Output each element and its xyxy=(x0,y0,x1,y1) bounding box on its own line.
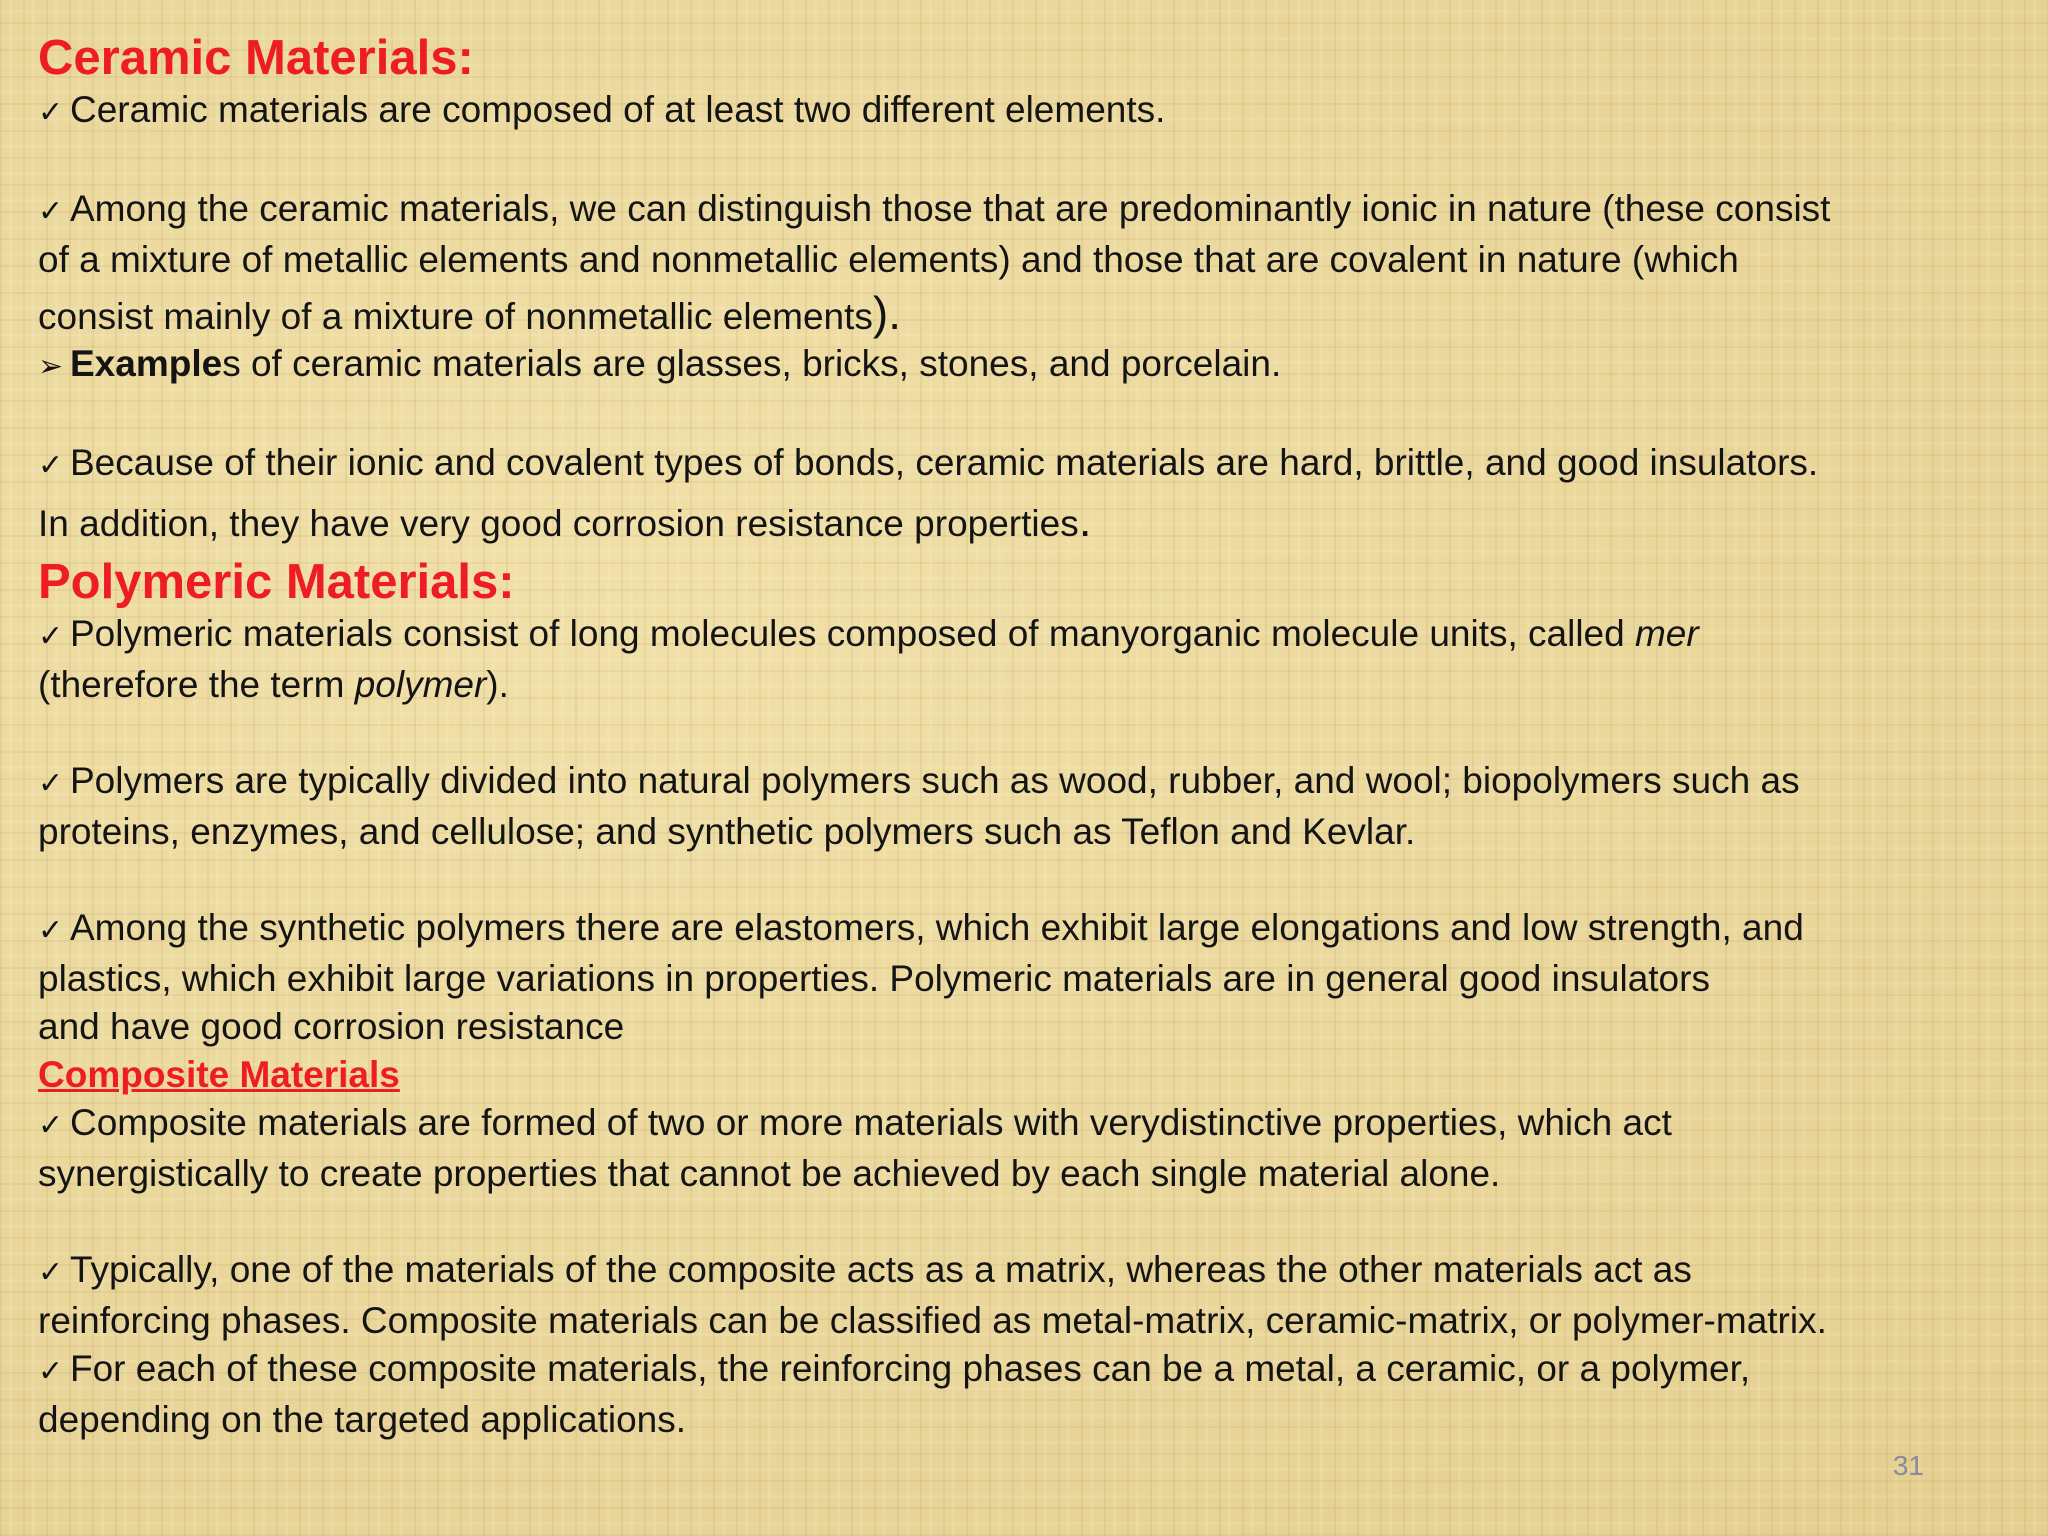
polymeric-point-3: ✓ Among the synthetic polymers there are elastomers, which exhibit large elongations and low strength, and plastics, which exhibit large variations in properties. Polymeric materials are in general good insulators and have good corrosion resistance xyxy=(38,907,1804,1047)
check-icon: ✓ xyxy=(38,1354,64,1389)
ceramic-examples: ➢ Examples of ceramic materials are glasses, bricks, stones, and porcelain. xyxy=(38,340,2018,391)
check-icon: ✓ xyxy=(38,1108,64,1143)
polymeric-point-2: ✓ Polymers are typically divided into natural polymers such as wood, rubber, and wool; biopolymers such as proteins, enzymes, and cellulose; and synthetic polymers such as Teflon and Kevlar. xyxy=(38,760,1800,852)
check-icon: ✓ xyxy=(38,95,64,130)
ceramic-point-2: ✓ Among the ceramic materials, we can distinguish those that are predominantly ionic in nature (these consist of a mixture of metallic elements and nonmetallic elements) and those that are covalent in nature (which consist mainly of a mixture of nonmetallic elements). xyxy=(38,188,1831,339)
check-icon: ✓ xyxy=(38,619,64,654)
composite-point-3: ✓ For each of these composite materials, the reinforcing phases can be a metal, a ceramic, or a polymer, depending on the targeted applications. xyxy=(38,1348,1751,1440)
ceramic-point-3: ✓ Because of their ionic and covalent types of bonds, ceramic materials are hard, brittle, and good insulators. In addition, they have very good corrosion resistance properties. xyxy=(38,442,1819,546)
check-icon: ✓ xyxy=(38,194,64,229)
page-number: 31 xyxy=(1892,1450,1924,1481)
polymeric-point-1: ✓ Polymeric materials consist of long molecules composed of manyorganic molecule units, called mer (therefore the term polymer). xyxy=(38,613,1699,705)
arrow-bullet-icon: ➢ xyxy=(38,349,64,384)
polymeric-heading: Polymeric Materials: xyxy=(38,555,515,609)
check-icon: ✓ xyxy=(38,448,64,483)
composite-point-2: ✓ Typically, one of the materials of the composite acts as a matrix, whereas the other materials act as reinforcing phases. Composite materials can be classified as metal-matrix, ceramic-matrix, or polymer-matrix. xyxy=(38,1249,1827,1341)
composite-heading: Composite Materials xyxy=(38,1054,400,1095)
ceramic-point-1: ✓ Ceramic materials are composed of at least two different elements. xyxy=(38,86,2018,137)
composite-point-1: ✓ Composite materials are formed of two or more materials with verydistinctive properties, which act synergistically to create properties that cannot be achieved by each single material alone. xyxy=(38,1102,1672,1194)
slide-content xyxy=(38,30,2018,1444)
check-icon: ✓ xyxy=(38,766,64,801)
check-icon: ✓ xyxy=(38,1255,64,1290)
check-icon: ✓ xyxy=(38,913,64,948)
ceramic-heading: Ceramic Materials: xyxy=(38,31,474,85)
